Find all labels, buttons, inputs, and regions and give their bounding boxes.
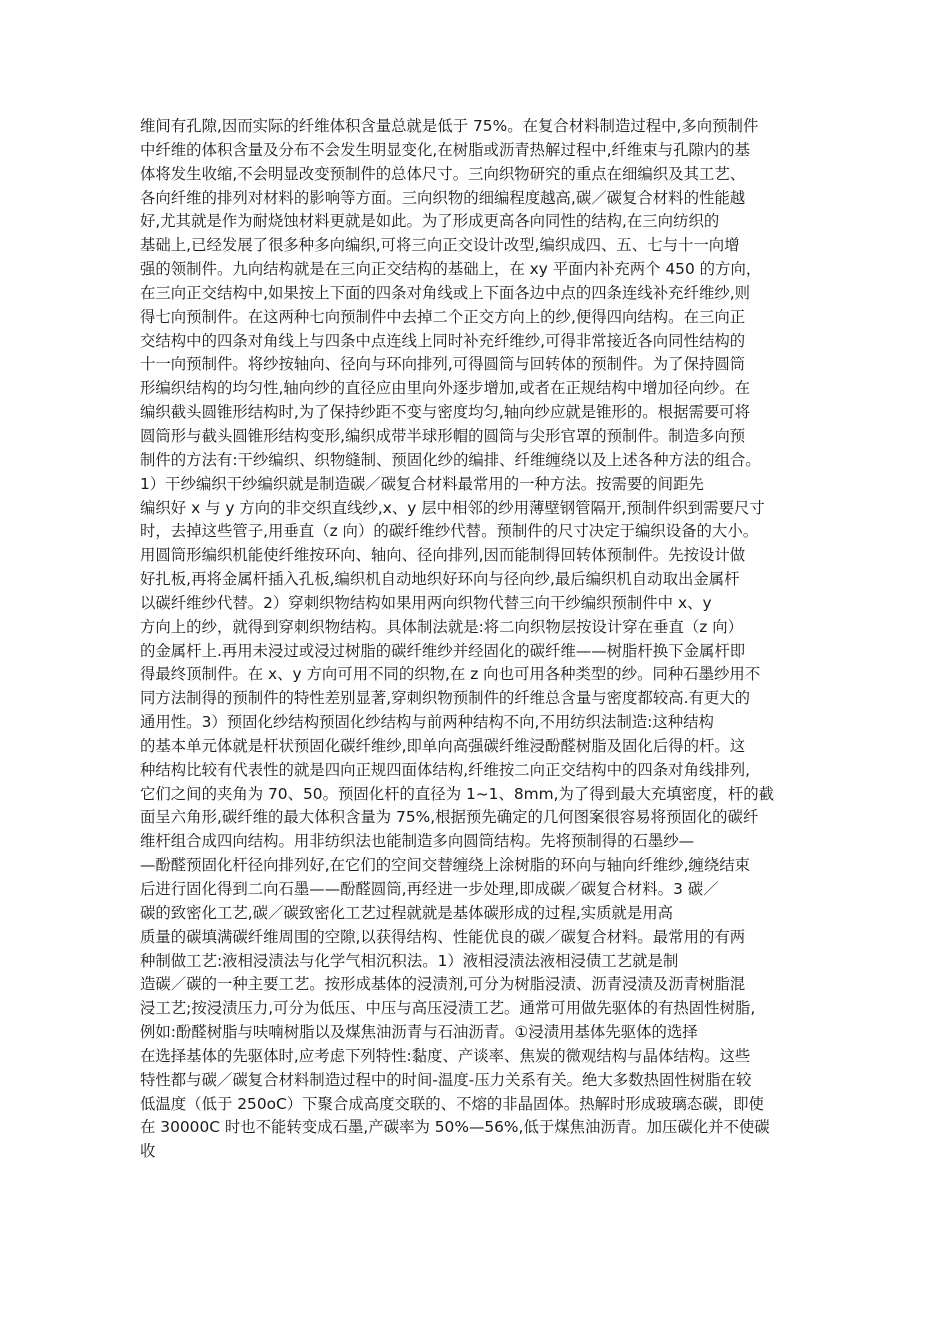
text-line: 种制做工艺:液相浸渍法与化学气相沉积法。1）液相浸渍法液相浸债工艺就是制 xyxy=(140,951,679,970)
text-line: 例如:酚醛树脂与呋喃树脂以及煤焦油沥青与石油沥青。①浸渍用基体先驱体的选择 xyxy=(140,1023,698,1042)
text-line: 强的领制件。九向结构就是在三向正交结构的基础上，在 xy 平面内补充两个 450 的方向， xyxy=(140,260,762,279)
text-line: 得最终顶制件。在 x、y 方向可用不同的织物,在 z 向也可用各种类型的纱。同种石墨纱用不 xyxy=(140,665,761,684)
text-line: 编织好 x 与 y 方向的非交织直线纱,x、y 层中相邻的纱用薄壁钢管隔开,预制件织到需要尺寸 xyxy=(140,498,765,517)
text-line: 方向上的纱，就得到穿刺织物结构。具体制法就是:将二向织物层按设计穿在垂直（z 向） xyxy=(140,617,744,636)
text-line: 1）干纱编织干纱编织就是制造碳／碳复合材料最常用的一种方法。按需要的间距先 xyxy=(140,474,704,493)
text-line: 圆筒形与截头圆锥形结构变形,编织成带半球形帽的圆筒与尖形官罩的预制件。制造多向预 xyxy=(140,426,746,445)
text-line: 交结构中的四条对角线上与四条中点连线上同时补充纤维纱,可得非常接近各向同性结构的 xyxy=(140,331,746,350)
text-line: 维杆组合成四向结构。用非纺织法也能制造多向圆筒结构。先将预制得的石墨纱— xyxy=(140,832,695,851)
text-line: 形编织结构的均匀性,轴向纱的直径应由里向外逐步增加,或者在正规结构中增加径向纱。在 xyxy=(140,379,751,398)
text-line: 低温度（低于 250oC）下聚合成高度交联的、不熔的非晶固体。热解时形成玻璃态碳，即使 xyxy=(140,1094,764,1113)
text-line: 同方法制得的预制件的特性差别显著,穿刺织物预制件的纤维总含量与密度都较高.有更大的 xyxy=(140,689,751,708)
text-line: 后进行固化得到二向石墨——酚醛圆筒,再经进一步处理,即成碳／碳复合材料。3 碳／ xyxy=(140,880,719,898)
text-line: 好,尤其就是作为耐烧蚀材料更就是如此。为了形成更高各向同性的结构,在三向纺织的 xyxy=(140,212,720,231)
text-line: 碳的致密化工艺,碳／碳致密化工艺过程就就是基体碳形成的过程,实质就是用高 xyxy=(140,903,674,922)
text-line: 维间有孔隙,因而实际的纤维体积含量总就是低于 75%。在复合材料制造过程中,多向预制件 xyxy=(140,117,759,135)
text-line: 编织截头圆锥形结构时,为了保持纱距不变与密度均匀,轴向纱应就是锥形的。根据需要可将 xyxy=(140,403,751,422)
text-line: 它们之间的夹角为 70、50。预固化杆的直径为 1~1、8mm,为了得到最大充填密度，杆的截 xyxy=(140,784,774,803)
text-line: 在 30000C 时也不能转变成石墨,产碳率为 50%—56%,低于煤焦油沥青。加压碳化并不使碳 xyxy=(140,1118,770,1137)
text-line: 在选择基体的先驱体时,应考虑下列特性:黏度、产谈率、焦炭的微观结构与晶体结构。这些 xyxy=(140,1046,751,1065)
text-line: 基础上,已经发展了很多种多向编织,可将三向正交设计改型,编织成四、五、七与十一向增 xyxy=(140,236,740,255)
text-line: 收 xyxy=(140,1142,156,1161)
text-line: 用圆筒形编织机能使纤维按环向、轴向、径向排列,因而能制得回转体预制件。先按设计做 xyxy=(140,546,746,565)
text-line: 得七向预制件。在这两种七向预制件中去掉二个正交方向上的纱,便得四向结构。在三向正 xyxy=(140,307,746,326)
text-line: 时，去掉这些管子,用垂直（z 向）的碳纤维纱代替。预制件的尺寸决定于编织设备的大小。 xyxy=(140,522,759,541)
text-line: 十一向预制件。将纱按轴向、径向与环向排列,可得圆筒与回转体的预制件。为了保持圆筒 xyxy=(140,355,746,374)
text-line: 的基本单元体就是杆状预固化碳纤维纱,即单向高强碳纤维浸酚醛树脂及固化后得的杆。这 xyxy=(140,736,746,755)
text-line: 浸工艺;按浸渍压力,可分为低压、中压与高压浸渍工艺。通常可用做先驱体的有热固性树脂, xyxy=(140,999,756,1018)
text-line: 制件的方法有:干纱编织、织物缝制、预固化纱的编排、纤维缠绕以及上述各种方法的组合。 xyxy=(140,450,761,469)
text-line: —酚醛预固化杆径向排列好,在它们的空间交替缠绕上涂树脂的环向与轴向纤维纱,缠绕结束 xyxy=(140,856,751,875)
text-line: 通用性。3）预固化纱结构预固化纱结构与前两种结构不向,不用纺织法制造:这种结构 xyxy=(140,713,714,732)
text-line: 面呈六角形,碳纤维的最大体积含量为 75%,根据预先确定的几何图案很容易将预固化的碳纤 xyxy=(140,808,759,827)
text-line: 种结构比较有代表性的就是四向正规四面体结构,纤维按二向正交结构中的四条对角线排列, xyxy=(140,760,751,779)
text-line: 中纤维的体积含量及分布不会发生明显变化,在树脂或沥青热解过程中,纤维束与孔隙内的基 xyxy=(140,140,751,159)
text-line: 体将发生收缩,不会明显改变预制件的总体尺寸。三向织物研究的重点在细编织及其工艺、 xyxy=(140,164,746,183)
text-line: 好扎板,再将金属杆插入孔板,编织机自动地织好环向与径向纱,最后编织机自动取出金属杆 xyxy=(140,570,740,589)
body-text xyxy=(140,115,830,1164)
text-line: 各向纤维的排列对材料的影响等方面。三向织物的细编程度越高,碳／碳复合材料的性能越 xyxy=(140,188,746,207)
text-line: 特性都与碳／碳复合材料制造过程中的时间-温度-压力关系有关。绝大多数热固性树脂在较 xyxy=(140,1070,752,1089)
text-line: 在三向正交结构中,如果按上下面的四条对角线或上下面各边中点的四条连线补充纤维纱,则 xyxy=(140,283,751,302)
text-line: 的金属杆上.再用未浸过或浸过树脂的碳纤维纱并经固化的碳纤维——树脂杆换下金属杆即 xyxy=(140,641,746,660)
text-line: 以碳纤维纱代替。2）穿刺织物结构如果用两向织物代替三向干纱编织预制件中 x、y xyxy=(140,593,712,612)
text-line: 造碳／碳的一种主要工艺。按形成基体的浸渍剂,可分为树脂浸渍、沥青浸渍及沥青树脂混 xyxy=(140,975,746,994)
text-line: 质量的碳填满碳纤维周围的空隙,以获得结构、性能优良的碳／碳复合材料。最常用的有两 xyxy=(140,927,746,946)
